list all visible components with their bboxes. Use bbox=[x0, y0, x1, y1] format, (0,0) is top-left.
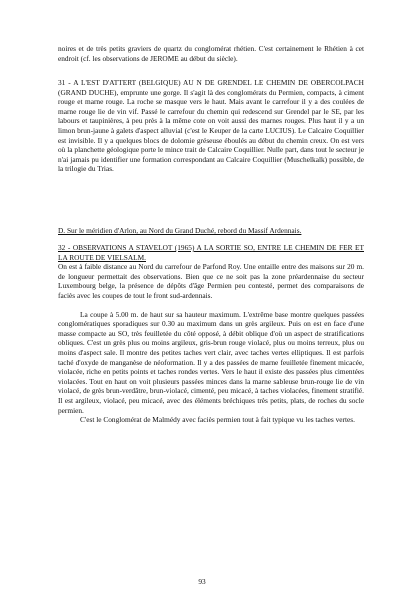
section-32 bbox=[58, 243, 364, 425]
page-number: 93 bbox=[198, 577, 206, 586]
section-31-heading: 31 - A L'EST D'ATTERT (BELGIQUE) AU N DE GRENDEL LE CHEMIN DE OBERCOLPACH (GRAND DUCHE), emprunte une gorge. bbox=[58, 78, 364, 97]
section-31-text bbox=[58, 78, 364, 174]
section-d bbox=[58, 226, 364, 236]
section-32-paragraph-3: C'est le Conglomérat de Malmédy avec faciès permien tout à fait typique vu les taches vertes. bbox=[80, 415, 355, 425]
section-32-paragraph-1: On est à faible distance au Nord du carrefour de Parfond Roy. Une entaille entre des maisons sur 20 m. de longueur permettait des observations. Bien que ce ne soit pas la zone préardennaise du secteur Luxembourg belge, la présence de dépôts d'âge Permien peu contesté, permet des comparaisons de faciès avec les coupes de tout le front sud-ardennais. bbox=[58, 262, 364, 300]
intro-text: noires et de très petits graviers de quartz du conglomérat rhétien. C'est certainement le Rhétien à cet endroit (cf. les observations de JEROME au début du siècle). bbox=[58, 44, 364, 63]
section-31 bbox=[58, 78, 364, 174]
section-32-paragraph-2: La coupe à 5.00 m. de haut sur sa hauteur maximum. L'extrême base montre quelques passées conglomératiques sporadiques sur 0.30 au maximum dans un grès argileux. Puis on est en face d'une masse compacte au SO, très feuilletée du côté opposé, à débit oblique d'où un aspect de stratifications obliques. C'est un grès plus ou moins argileux, gris-brun rouge violacé, plus ou moins terreux, plus ou moins d'aspect sale. Il montre des petites taches vert clair, avec taches vertes elliptiques. Il est parfois taché d'oxyde de manganèse de néoformation. Il y a des passées de marne feuilletée finement micacée, violacée, riche en petits points et taches rondes vertes. Vers le haut il existe des passées plus cimentées violacées. Tout en haut on voit plusieurs passées minces dans la marne sableuse brun-rouge lie de vin violacé, de grès brun-verdâtre, brun-violacé, cimenté, peu micacé, à taches violacées, finement stratifié. Il est argileux, violacé, peu micacé, avec des éléments bréchiques très petits, plats, de roches du socle permien. bbox=[58, 309, 364, 415]
intro-paragraph bbox=[58, 44, 364, 63]
section-31-body: Il s'agit là des conglomérats du Permien, compacts, à ciment rouge et marne rouge. La roche se masque vers le haut. Mais avant le carrefour il y a des coulées de marne rouge lie de vin vif. Passé le carrefour du chemin qui redescend sur Grendel par le SE, par les labours et taupinières, à peu près à la même cote on voit aussi des marnes rouges. Plus haut il y a un limon brun-jaune à galets d'aspect alluvial (c'est le Keuper de la carte LUCIUS). Le Calcaire Coquillier est invisible. Il y a quelques blocs de dolomie gréseuse éboulés au début du chemin creux. On est vers où la planchette géologique porte le mince trait de Calcaire Coquillier. Nulle part, dans tout le secteur je n'ai jamais pu identifier une formation correspondant au Calcaire Coquillier (Muschelkalk) possible, de la trilogie du Trias. bbox=[58, 87, 364, 174]
section-d-title: D. Sur le méridien d'Arlon, au Nord du Grand Duché, rebord du Massif Ardennais. bbox=[58, 226, 302, 235]
section-32-heading: 32 - OBSERVATIONS A STAVELOT (1965) A LA SORTIE SO, ENTRE LE CHEMIN DE FER ET LA ROUTE DE VIELSALM. bbox=[58, 243, 364, 262]
